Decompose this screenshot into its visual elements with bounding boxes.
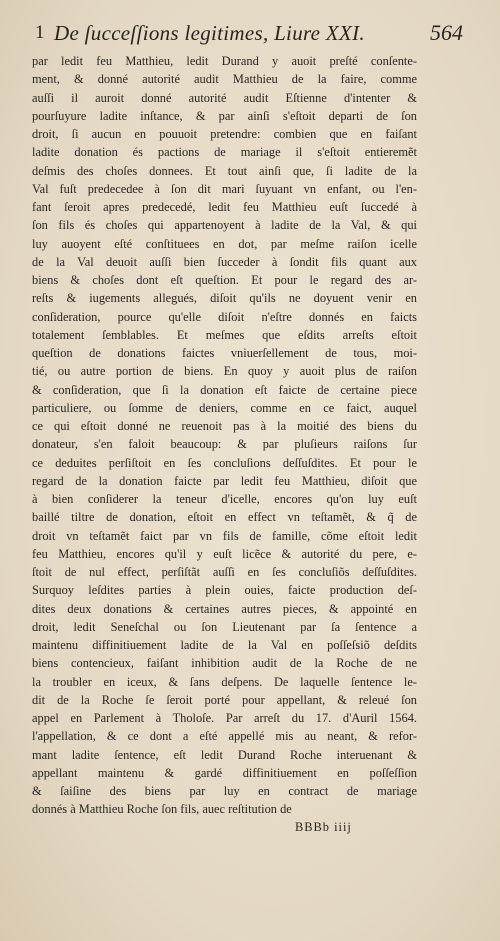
text-line: l'appellation, & ce dont a eſté appellé mis au neant, & refor- [32,729,417,744]
text-line: queſtion de donations faictes vniuerſellement de tous, moi- [32,346,417,360]
text-line: maintenu diffinitiuement ladite de la Val en poſſeſsiõ deſdits [32,638,417,652]
text-line: biens & choſes dont eſt queſtion. Et pour le regard des ar- [32,273,417,287]
text-line: totalement ſemblables. Et meſmes que eſdits arreſts eſtoit [32,327,417,342]
body-text [32,52,417,819]
text-line: ſtoit de nul effect, perſiſtãt auſſi en ſes concluſiõs deſſuſdites. [32,565,417,579]
text-line: deſmis des choſes donnees. Et tout ainſi que, ſi ladite de la [32,163,417,178]
text-line: dit de la Roche ſe ſeroit porté pour appellant, & releué ſon [32,692,417,707]
header-left-number: 1 [35,22,45,43]
text-line: auſſi il auroit donné autorité audit Eſtienne d'intenter & [32,90,417,105]
text-line: tié, ou autre portion de biens. En quoy y auoit plus de raiſon [32,364,417,379]
page-number: 564 [430,20,463,45]
text-line: ment, & donné autorité audit Matthieu de la faire, comme [32,72,417,87]
text-line: Val fuſt predecedee à ſon dit mari ſuyuant vn enfant, ou l'en- [32,181,417,196]
text-line: appellant maintenu & gardé diffinitiuement en poſſeſſion [32,765,417,780]
text-line: baillé tiltre de donation, eſtoit en effect vn teſtamẽt, & q̃ de [32,510,417,525]
text-line: fant ſeroit apres predecedé, ledit feu Matthieu euſt ſuccedé à [32,200,417,214]
text-line: dites deux donations & certaines autres pieces, & appointé en [32,601,417,616]
text-line: conſideration, pource qu'elle diſoit n'eſtre donnés en faicts [32,309,417,324]
text-line: la troubler en iceux, & ſans deſpens. De laquelle ſentence le- [32,674,417,689]
text-line: luy auoyent eſté conſtituees en dot, par meſme raiſon icelle [32,236,417,251]
text-line: regard de la donation faicte par ledit feu Matthieu, diſoit que [32,473,417,488]
text-line: & ſaiſine des biens par luy en contract de mariage [32,784,417,798]
text-line: donnés à Matthieu Roche ſon fils, auec reſtitution de [32,802,292,817]
text-line: & conſideration, que ſi la donation eſt faicte de certaine piece [32,382,417,397]
text-line: de la Val deuoit auſſi bien ſucceder à ſondit fils quant aux [32,254,417,269]
text-line: pourſuyure ladite inſtance, & par ainſi s'eſtoit departi de ſon [32,108,417,123]
text-line: droit, ſi aucun en pouuoit pretendre: combien que en faiſant [32,127,417,141]
text-line: mant ladite ſentence, eſt ledit Durand Roche interuenant & [32,747,417,762]
signature-mark: BBBb iiij [295,820,352,834]
text-line: feu Matthieu, encores qu'il y euſt licẽce & autorité du pere, e- [32,546,417,561]
running-title: De ſucceſſions legitimes, Liure XXI. [54,21,365,45]
text-line: particuliere, ou ſomme de deniers, comme en ce faict, auquel [32,400,417,415]
page-header [0,14,500,52]
text-line: droit, ledit Seneſchal ou ſon Lieutenant par ſa ſentence a [32,619,417,634]
text-line: droit vn teſtamẽt faict par vn fils de famille, cõme eſtoit ledit [32,528,417,543]
text-line: ladite donation és pactions de mariage il s'eſtoit entieremẽt [32,145,417,160]
text-line: donateur, s'en faloit beaucoup: & par pluſieurs raiſons ſur [32,437,417,452]
text-line: biens contencieux, faiſant inhibition audit de la Roche de ne [32,656,417,671]
text-line: Surquoy leſdites parties à plein ouies, faicte production deſ- [32,583,417,598]
text-line: ſon fils és choſes qui appartenoyent à ladite de la Val, & qui [32,218,417,233]
text-line: ce qui eſtoit donné ne reuenoit pas à la moitié des biens du [32,419,417,433]
text-line: à bien conſiderer la teneur d'icelle, encores qu'on luy euſt [32,492,417,506]
text-line: reſts & iugements allegués, diſoit qu'ils ne doyuent venir en [32,291,417,306]
text-line: appel en Parlement à Tholoſe. Par arreſt du 17. d'Auril 1564. [32,711,417,725]
text-line: ce deduites perſiſtoit en ſes concluſions deſſuſdites. Et pour le [32,455,417,470]
text-line: par ledit feu Matthieu, ledit Durand y auoit preſté conſente- [32,54,417,68]
